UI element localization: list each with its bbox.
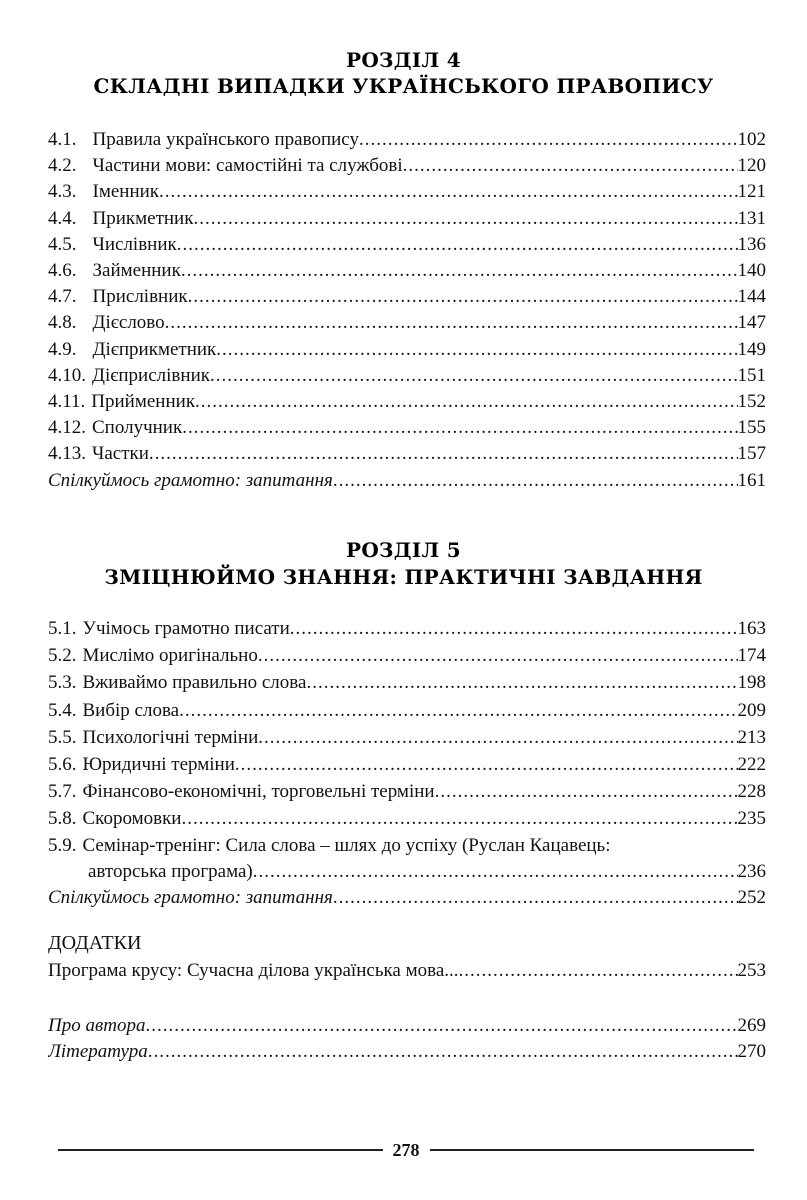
toc-entry[interactable]: [48, 153, 766, 179]
toc-entry-page: 198: [737, 672, 766, 694]
toc-entry-page: 155: [737, 417, 766, 439]
toc-entry-title: Частини мови: самостійні та службові: [92, 155, 403, 177]
toc-entry-number: 4.6.: [48, 260, 77, 281]
leader-dots: [145, 1013, 737, 1039]
toc-entry-number: 5.8.: [48, 808, 77, 830]
toc-entry-title: Фінансово-економічні, торговельні терміни: [82, 781, 435, 803]
leader-dots: [181, 806, 737, 832]
toc-entry-title: Прикметник: [92, 207, 194, 229]
leader-dots: [195, 389, 737, 415]
leader-dots: [188, 284, 738, 310]
leader-dots: [181, 258, 738, 284]
toc-entry-title: Частки: [92, 443, 149, 465]
leader-dots: [435, 779, 738, 805]
toc-entry-title: Дієслово: [92, 312, 165, 334]
toc-entry-title: Займенник: [92, 260, 181, 281]
toc-entry-title: Психологічні терміни: [82, 726, 259, 748]
toc-entry[interactable]: [48, 670, 766, 696]
toc-entry-page: 252: [737, 887, 766, 908]
toc-entry-number: 4.9.: [48, 338, 77, 360]
page-number: 278: [392, 1139, 420, 1160]
toc-entry-number: 4.13.: [48, 443, 86, 465]
toc-entry-title: Правила українського правопису: [92, 129, 359, 150]
toc-entry-number: 4.8.: [48, 312, 77, 334]
toc-entry-author[interactable]: [48, 1013, 766, 1039]
toc-entry-title-continued: авторська програма): [88, 861, 253, 882]
toc-entry-title: Сполучник: [92, 417, 183, 439]
leader-dots: [253, 859, 738, 885]
appendix-heading: ДОДАТКИ: [48, 932, 142, 954]
toc-entry-title: Про автора: [48, 1015, 146, 1036]
toc-entry[interactable]: [48, 752, 766, 778]
toc-entry-page: 163: [737, 618, 766, 639]
toc-entry-number: 5.7.: [48, 781, 77, 803]
toc-entry-page: 120: [737, 155, 766, 177]
toc-entry-title: Числівник: [92, 233, 177, 255]
toc-entry-page: 152: [737, 391, 766, 412]
leader-dots: [333, 468, 738, 494]
toc-entry-number: 4.5.: [48, 233, 77, 255]
toc-entry-continuation[interactable]: [88, 859, 766, 885]
leader-dots: [216, 337, 737, 363]
toc-entry[interactable]: [48, 806, 766, 832]
toc-entry-page: 269: [737, 1015, 766, 1036]
toc-entry-page: 131: [737, 207, 766, 229]
toc-entry[interactable]: [48, 389, 766, 415]
toc-entry[interactable]: [48, 441, 766, 467]
leader-dots: [235, 752, 738, 778]
toc-entry[interactable]: [48, 337, 766, 363]
section-5-label: РОЗДІЛ 5: [346, 538, 461, 562]
leader-dots: [177, 232, 738, 258]
toc-entry-title: Спілкуймось грамотно: запитання: [48, 887, 333, 908]
toc-entry-number: 4.3.: [48, 181, 77, 203]
toc-entry-title: Вибір слова: [82, 699, 180, 721]
toc-entry[interactable]: [48, 258, 766, 284]
toc-entry-number: 5.4.: [48, 699, 77, 721]
toc-entry-page: 270: [737, 1041, 766, 1062]
toc-entry-number: 4.12.: [48, 417, 86, 439]
leader-dots: [403, 153, 738, 179]
toc-entry[interactable]: [48, 698, 766, 724]
toc-entry-page: 136: [737, 233, 766, 255]
section-4-title: СКЛАДНІ ВИПАДКИ УКРАЇНСЬКОГО ПРАВОПИСУ: [93, 74, 714, 98]
footer-rule-left: [58, 1149, 383, 1151]
leader-dots: [179, 698, 737, 724]
toc-entry-number: 4.7.: [48, 286, 77, 308]
toc-entry[interactable]: [48, 179, 766, 205]
toc-entry-page: 253: [737, 960, 766, 981]
toc-entry-page: 174: [737, 645, 766, 667]
toc-entry-page: 161: [737, 469, 766, 491]
toc-entry[interactable]: [48, 206, 766, 232]
toc-entry-title: Іменник: [92, 181, 160, 203]
toc-entry[interactable]: [48, 284, 766, 310]
toc-entry-number: 5.5.: [48, 726, 77, 748]
toc-entry-page: 213: [737, 726, 766, 748]
page-footer: [58, 1138, 754, 1162]
leader-dots: [165, 310, 738, 336]
toc-entry[interactable]: [48, 310, 766, 336]
toc-entry-page: 209: [737, 699, 766, 721]
leader-dots: [182, 415, 737, 441]
toc-entry-number: 4.1.: [48, 129, 77, 150]
leader-dots: [149, 441, 738, 467]
toc-entry-questions[interactable]: [48, 468, 766, 494]
toc-entry-number: 4.2.: [48, 155, 77, 177]
toc-entry-title: Юридичні терміни: [82, 754, 235, 775]
toc-entry-page: 144: [737, 286, 766, 308]
toc-entry-page: 102: [737, 129, 766, 150]
toc-entry-number: 4.4.: [48, 207, 77, 229]
toc-entry-title: Дієприслівник: [92, 364, 210, 386]
toc-entry-page: 228: [737, 781, 766, 803]
toc-entry[interactable]: [48, 779, 766, 805]
leader-dots: [148, 1039, 738, 1065]
toc-entry-page: 140: [737, 260, 766, 281]
toc-entry-number: 4.11.: [48, 391, 86, 412]
leader-dots: [193, 206, 737, 232]
toc-entry-title: Учімось грамотно писати: [82, 618, 290, 639]
leader-dots: [459, 958, 738, 984]
toc-entry-number: 5.9.: [48, 835, 77, 856]
toc-entry-title: Вживаймо правильно слова: [82, 672, 307, 694]
toc-entry-page: 235: [737, 808, 766, 830]
toc-entry[interactable]: [48, 616, 766, 642]
toc-entry-page: 236: [737, 861, 766, 882]
toc-entry-page: 157: [737, 443, 766, 465]
toc-entry-number: 5.3.: [48, 672, 77, 694]
toc-entry-page: 147: [737, 312, 766, 334]
toc-entry-number: 4.10.: [48, 364, 86, 386]
section-4-label: РОЗДІЛ 4: [346, 48, 461, 72]
toc-entry-page: 149: [737, 338, 766, 360]
toc-entry-title: Семінар-тренінг: Сила слова – шлях до успіху (Руслан Кацавець:: [82, 835, 611, 856]
toc-entry-questions[interactable]: [48, 885, 766, 911]
toc-entry-page: 222: [737, 754, 766, 775]
toc-entry-program[interactable]: [48, 958, 766, 984]
toc-entry[interactable]: [48, 643, 766, 669]
leader-dots: [333, 885, 738, 911]
footer-rule-right: [430, 1149, 755, 1151]
toc-entry-page: 121: [737, 181, 766, 203]
leader-dots: [359, 127, 738, 153]
toc-entry-page: 151: [737, 364, 766, 386]
toc-entry[interactable]: [48, 725, 766, 751]
toc-entry[interactable]: [48, 833, 766, 859]
leader-dots: [159, 179, 737, 205]
leader-dots: [210, 363, 738, 389]
toc-entry[interactable]: [48, 363, 766, 389]
toc-entry-number: 5.6.: [48, 754, 77, 775]
toc-entry-title: Програма крусу: Сучасна ділова українська мова...: [48, 960, 459, 981]
leader-dots: [306, 670, 737, 696]
toc-entry-number: 5.2.: [48, 645, 77, 667]
toc-entry-title: Література: [48, 1041, 148, 1062]
toc-entry-title: Мислімо оригінально: [82, 645, 258, 667]
toc-entry-title: Прийменник: [91, 391, 196, 412]
toc-entry-title: Прислівник: [92, 286, 188, 308]
toc-entry-number: 5.1.: [48, 618, 77, 639]
toc-entry-literature[interactable]: [48, 1039, 766, 1065]
toc-entry[interactable]: [48, 232, 766, 258]
toc-entry-title: Скоромовки: [82, 808, 182, 830]
toc-entry-title: Дієприкметник: [92, 338, 217, 360]
leader-dots: [290, 616, 738, 642]
leader-dots: [258, 725, 737, 751]
section-5-title: ЗМІЦНЮЙМО ЗНАННЯ: ПРАКТИЧНІ ЗАВДАННЯ: [104, 565, 703, 589]
toc-entry-title: Спілкуймось грамотно: запитання: [48, 469, 333, 491]
toc-entry[interactable]: [48, 415, 766, 441]
toc-entry[interactable]: [48, 127, 766, 153]
leader-dots: [258, 643, 738, 669]
